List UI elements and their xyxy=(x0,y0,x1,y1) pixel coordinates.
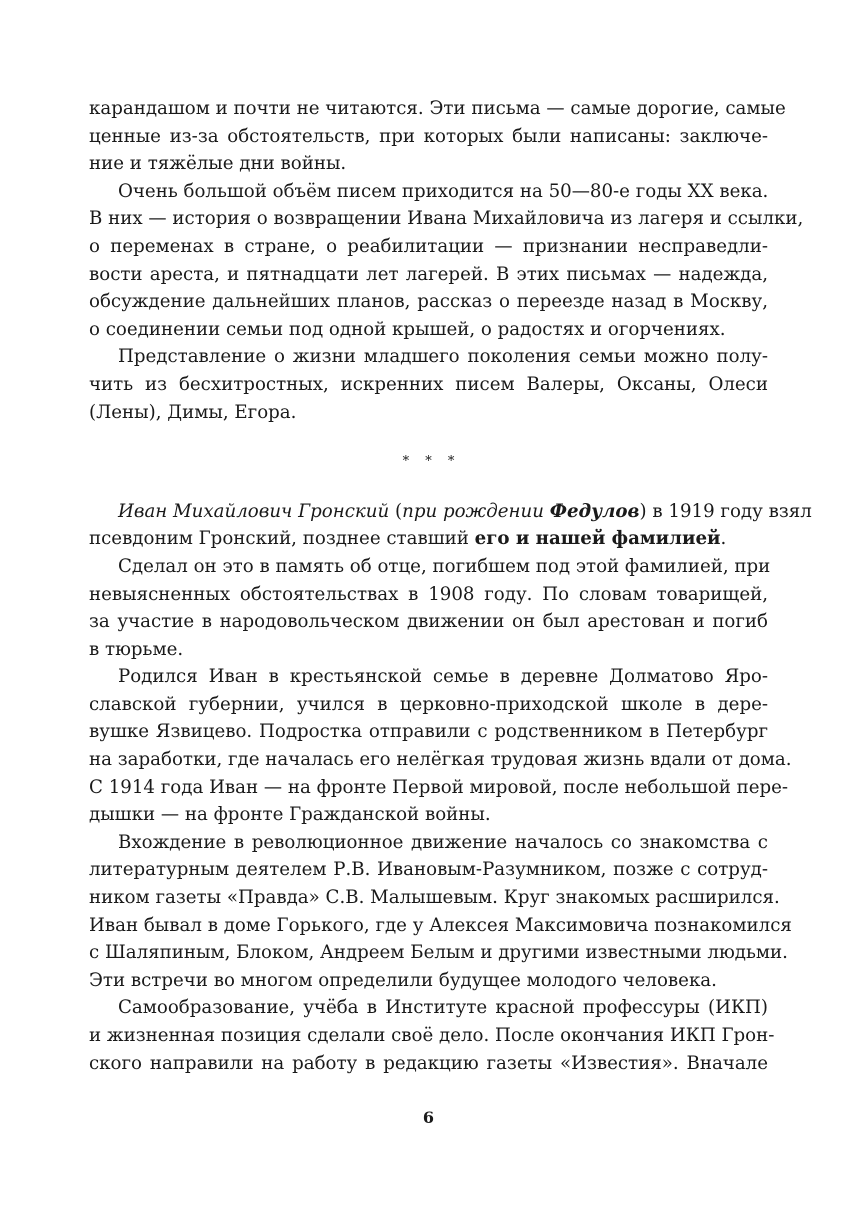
italic-note: при рождении xyxy=(402,500,550,522)
bold-italic-surname: Федулов xyxy=(549,500,640,522)
text-line: и жизненная позиция сделали своё дело. После окончания ИКП Грон- xyxy=(89,1025,775,1046)
paragraph xyxy=(89,994,775,1077)
text-line: в тюрьме. xyxy=(89,638,184,660)
text-line: о соединении семьи под одной крышей, о радостях и огорчениях. xyxy=(89,318,726,340)
text-line: на заработки, где началась его нелёгкая трудовая жизнь вдали от дома. xyxy=(89,749,792,771)
text-line: Родился Иван в крестьянской семье в деревне Долматово Яро- xyxy=(118,666,768,688)
text-line: Эти встречи во многом определили будущее молодого человека. xyxy=(89,969,717,991)
text-line: Сделал он это в память об отце, погибшем под этой фамилией, при xyxy=(118,555,771,577)
text-line: (Лены), Димы, Егора. xyxy=(89,401,297,423)
text-line: псевдоним Гронский, позднее ставший его и нашей фамилией. xyxy=(89,528,727,550)
text-line: ние и тяжёлые дни войны. xyxy=(89,153,347,175)
text-line: с Шаляпиным, Блоком, Андреем Белым и другими известными людьми. xyxy=(89,942,788,964)
text-line: ского направили на работу в редакцию газеты «Известия». Вначале xyxy=(89,1052,768,1074)
text-line: Самообразование, учёба в Институте красной профессуры (ИКП) xyxy=(118,997,768,1019)
paragraph xyxy=(89,343,768,426)
text-line: за участие в народовольческом движении он был арестован и погиб xyxy=(89,611,768,633)
bold-phrase: его и нашей фамилией xyxy=(474,528,721,550)
text-line: обсуждение дальнейших планов, рассказ о переезде назад в Москву, xyxy=(89,291,768,313)
text-line: В них — история о возвращении Ивана Михайловича из лагеря и ссылки, xyxy=(89,208,804,230)
paragraph xyxy=(89,178,804,344)
text-line: литературным деятелем Р.В. Ивановым-Разумником, позже с сотруд- xyxy=(89,859,768,881)
text-line: невыясненных обстоятельствах в 1908 году. По словам товарищей, xyxy=(89,583,768,605)
text-line: Представление о жизни младшего поколения семьи можно полу- xyxy=(118,346,768,368)
text-line: Иван бывал в доме Горького, где у Алексея Максимовича познакомился xyxy=(89,914,792,936)
paragraph xyxy=(89,95,786,178)
text-line: вушке Язвицево. Подростка отправили с родственником в Петербург xyxy=(89,721,768,743)
text-line: чить из бесхитростных, искренних писем Валеры, Оксаны, Олеси xyxy=(89,373,768,395)
text-line: ценные из-за обстоятельств, при которых были написаны: заключе- xyxy=(89,125,768,147)
paragraph xyxy=(89,553,771,663)
italic-name: Иван Михайлович Гронский xyxy=(118,500,390,522)
text-line: ником газеты «Правда» С.В. Малышевым. Круг знакомых расширился. xyxy=(89,887,780,909)
section-separator: * * * xyxy=(402,454,461,470)
text-line: дышки — на фронте Гражданской войны. xyxy=(89,804,491,826)
paragraph xyxy=(89,498,812,553)
book-page-text xyxy=(89,95,812,1077)
text-line: вости ареста, и пятнадцати лет лагерей. В этих письмах — надежда, xyxy=(89,263,768,285)
paragraph xyxy=(89,663,792,829)
text-line: Иван Михайлович Гронский (при рождении Федулов) в 1919 году взял xyxy=(118,500,812,522)
text-line: о переменах в стране, о реабилитации — признании несправедли- xyxy=(89,235,768,257)
text-line: Очень большой объём писем приходится на 50—80-е годы XX века. xyxy=(118,180,769,202)
text-line: карандашом и почти не читаются. Эти письма — самые дорогие, самые xyxy=(89,98,786,119)
page-number: 6 xyxy=(422,1108,435,1127)
paragraph xyxy=(89,829,792,995)
text-line: Вхождение в революционное движение началось со знакомства с xyxy=(118,831,768,853)
text-line: С 1914 года Иван — на фронте Первой мировой, после небольшой пере- xyxy=(89,776,789,798)
text-line: славской губернии, учился в церковно-приходской школе в дере- xyxy=(89,693,768,715)
